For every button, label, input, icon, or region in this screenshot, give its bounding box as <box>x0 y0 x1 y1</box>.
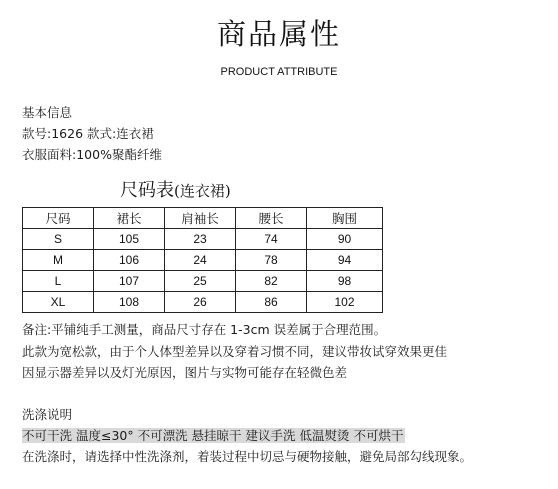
size-table <box>22 207 383 313</box>
page-subtitle: PRODUCT ATTRIBUTE <box>220 66 338 78</box>
cell-waist-length: 78 <box>236 250 307 271</box>
washing-heading: 洗涤说明 <box>22 407 73 422</box>
cell-shoulder-sleeve: 24 <box>165 250 236 271</box>
table-row <box>23 250 383 271</box>
cell-size: XL <box>23 292 94 313</box>
cell-dress-length: 107 <box>94 271 165 292</box>
washing-instructions: 不可干洗 温度≤30° 不可漂洗 悬挂晾干 建议手洗 低温熨烫 不可烘干 <box>22 428 404 443</box>
basic-info-heading: 基本信息 <box>22 105 73 120</box>
page-title: 商品属性 <box>216 17 341 51</box>
note-fit: 此款为宽松款，由于个人体型差异以及穿着习惯不同，建议带妆试穿效果更佳 <box>22 344 448 359</box>
cell-shoulder-sleeve: 26 <box>165 292 236 313</box>
header-size: 尺码 <box>23 208 94 229</box>
cell-shoulder-sleeve: 25 <box>165 271 236 292</box>
table-row <box>23 229 383 250</box>
fabric-line: 衣服面料:100%聚酯纤维 <box>22 147 162 162</box>
cell-bust: 98 <box>307 271 383 292</box>
header-waist-length: 腰长 <box>236 208 307 229</box>
size-table-header-row <box>23 208 383 229</box>
cell-bust: 90 <box>307 229 383 250</box>
cell-waist-length: 86 <box>236 292 307 313</box>
header-bust: 胸围 <box>307 208 383 229</box>
size-chart-title <box>120 176 231 202</box>
cell-waist-length: 82 <box>236 271 307 292</box>
model-style-line: 款号:1626 款式:连衣裙 <box>22 126 154 141</box>
washing-note: 在洗涤时，请选择中性洗涤剂，着装过程中切忌与硬物接触，避免局部勾线现象。 <box>22 449 473 464</box>
size-chart-title-main: 尺码表 <box>120 180 174 201</box>
washing-instructions-line <box>22 428 405 444</box>
cell-size: M <box>23 250 94 271</box>
note-color: 因显示器差异以及灯光原因，图片与实物可能存在轻微色差 <box>22 365 348 380</box>
note-measurement: 备注:平铺纯手工测量，商品尺寸存在 1-3cm 误差属于合理范围。 <box>22 322 387 337</box>
cell-bust: 102 <box>307 292 383 313</box>
cell-dress-length: 106 <box>94 250 165 271</box>
cell-size: L <box>23 271 94 292</box>
cell-shoulder-sleeve: 23 <box>165 229 236 250</box>
size-chart-title-suffix: (连衣裙) <box>174 182 231 200</box>
cell-bust: 94 <box>307 250 383 271</box>
table-row <box>23 271 383 292</box>
header-dress-length: 裙长 <box>94 208 165 229</box>
cell-dress-length: 105 <box>94 229 165 250</box>
cell-waist-length: 74 <box>236 229 307 250</box>
cell-size: S <box>23 229 94 250</box>
table-row <box>23 292 383 313</box>
header-shoulder-sleeve: 肩袖长 <box>165 208 236 229</box>
cell-dress-length: 108 <box>94 292 165 313</box>
